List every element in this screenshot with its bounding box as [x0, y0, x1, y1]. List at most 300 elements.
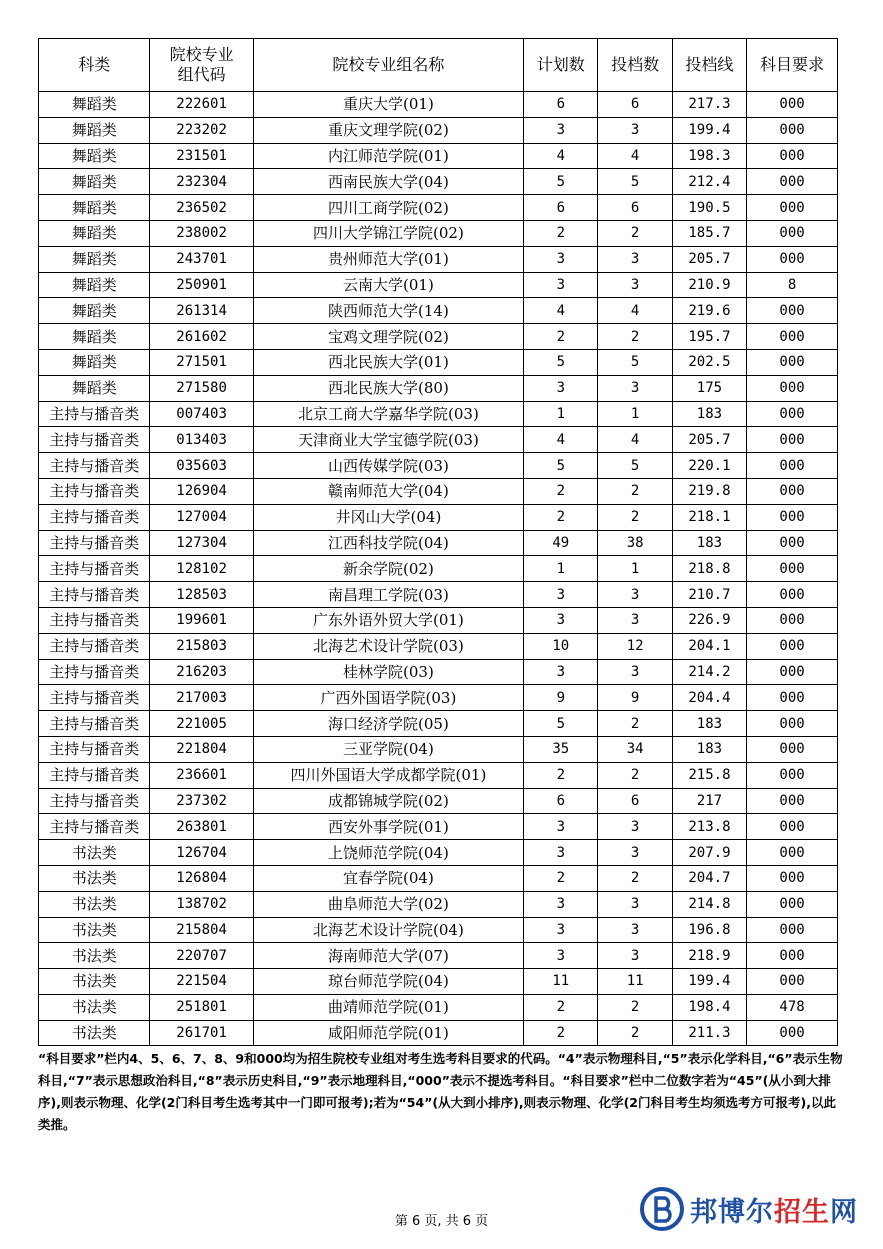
cell-category: 舞蹈类 — [39, 375, 150, 401]
cell-cutoff-score: 199.4 — [672, 117, 746, 143]
cell-subject-requirement: 000 — [747, 169, 838, 195]
table-body — [39, 92, 838, 1046]
cell-plan-count: 2 — [524, 1020, 598, 1046]
cell-group-name: 广东外语外贸大学(01) — [253, 607, 523, 633]
table-row — [39, 220, 838, 246]
cell-admitted-count: 38 — [598, 530, 672, 556]
cell-group-code: 271501 — [150, 349, 253, 375]
cell-group-name: 广西外国语学院(03) — [253, 685, 523, 711]
brand-name-part2: 招生 — [774, 1196, 830, 1228]
brand-name-part3: 网 — [830, 1196, 858, 1228]
cell-category: 主持与播音类 — [39, 633, 150, 659]
cell-category: 主持与播音类 — [39, 711, 150, 737]
table-row — [39, 788, 838, 814]
table-row — [39, 865, 838, 891]
table-row — [39, 685, 838, 711]
cell-cutoff-score: 213.8 — [672, 814, 746, 840]
cell-group-name: 上饶师范学院(04) — [253, 840, 523, 866]
cell-subject-requirement: 000 — [747, 917, 838, 943]
cell-cutoff-score: 220.1 — [672, 453, 746, 479]
cell-group-name: 宜春学院(04) — [253, 865, 523, 891]
cell-subject-requirement: 000 — [747, 582, 838, 608]
cell-group-code: 222601 — [150, 92, 253, 118]
header-admitted-count: 投档数 — [598, 39, 672, 92]
cell-group-name: 三亚学院(04) — [253, 736, 523, 762]
cell-cutoff-score: 215.8 — [672, 762, 746, 788]
cell-group-code: 231501 — [150, 143, 253, 169]
cell-subject-requirement: 000 — [747, 349, 838, 375]
cell-cutoff-score: 214.2 — [672, 659, 746, 685]
cell-plan-count: 2 — [524, 478, 598, 504]
cell-group-name: 成都锦城学院(02) — [253, 788, 523, 814]
cell-cutoff-score: 217.3 — [672, 92, 746, 118]
cell-category: 主持与播音类 — [39, 685, 150, 711]
cell-admitted-count: 2 — [598, 711, 672, 737]
cell-category: 主持与播音类 — [39, 478, 150, 504]
cell-group-code: 251801 — [150, 994, 253, 1020]
cell-admitted-count: 3 — [598, 272, 672, 298]
cell-cutoff-score: 196.8 — [672, 917, 746, 943]
cell-admitted-count: 2 — [598, 762, 672, 788]
table-row — [39, 943, 838, 969]
cell-category: 主持与播音类 — [39, 607, 150, 633]
admission-table-container — [38, 38, 838, 1046]
cell-subject-requirement: 000 — [747, 659, 838, 685]
cell-group-name: 曲阜师范大学(02) — [253, 891, 523, 917]
cell-category: 主持与播音类 — [39, 504, 150, 530]
cell-cutoff-score: 204.4 — [672, 685, 746, 711]
cell-admitted-count: 3 — [598, 917, 672, 943]
cell-admitted-count: 2 — [598, 865, 672, 891]
cell-group-name: 重庆文理学院(02) — [253, 117, 523, 143]
cell-subject-requirement: 000 — [747, 427, 838, 453]
table-row — [39, 814, 838, 840]
cell-plan-count: 6 — [524, 788, 598, 814]
table-row — [39, 607, 838, 633]
cell-admitted-count: 4 — [598, 143, 672, 169]
watermark — [640, 1184, 858, 1234]
table-row — [39, 272, 838, 298]
cell-cutoff-score: 217 — [672, 788, 746, 814]
cell-admitted-count: 11 — [598, 969, 672, 995]
cell-subject-requirement: 000 — [747, 969, 838, 995]
cell-group-name: 四川外国语大学成都学院(01) — [253, 762, 523, 788]
table-row — [39, 891, 838, 917]
cell-admitted-count: 2 — [598, 994, 672, 1020]
cell-group-code: 243701 — [150, 246, 253, 272]
cell-group-name: 赣南师范大学(04) — [253, 478, 523, 504]
cell-category: 主持与播音类 — [39, 427, 150, 453]
cell-group-code: 221804 — [150, 736, 253, 762]
cell-admitted-count: 1 — [598, 401, 672, 427]
cell-group-code: 236601 — [150, 762, 253, 788]
table-row — [39, 556, 838, 582]
table-row — [39, 117, 838, 143]
cell-group-code: 215804 — [150, 917, 253, 943]
table-row — [39, 1020, 838, 1046]
cell-group-name: 内江师范学院(01) — [253, 143, 523, 169]
cell-plan-count: 2 — [524, 865, 598, 891]
cell-cutoff-score: 183 — [672, 711, 746, 737]
cell-category: 书法类 — [39, 891, 150, 917]
cell-group-code: 007403 — [150, 401, 253, 427]
cell-group-code: 138702 — [150, 891, 253, 917]
cell-category: 主持与播音类 — [39, 453, 150, 479]
cell-category: 书法类 — [39, 943, 150, 969]
table-row — [39, 711, 838, 737]
cell-group-name: 海南师范大学(07) — [253, 943, 523, 969]
cell-subject-requirement: 000 — [747, 711, 838, 737]
brand-name — [690, 1190, 858, 1229]
cell-cutoff-score: 202.5 — [672, 349, 746, 375]
cell-cutoff-score: 218.8 — [672, 556, 746, 582]
cell-group-name: 咸阳师范学院(01) — [253, 1020, 523, 1046]
cell-subject-requirement: 000 — [747, 504, 838, 530]
cell-plan-count: 49 — [524, 530, 598, 556]
cell-subject-requirement: 000 — [747, 814, 838, 840]
cell-plan-count: 11 — [524, 969, 598, 995]
cell-admitted-count: 3 — [598, 117, 672, 143]
cell-admitted-count: 3 — [598, 814, 672, 840]
table-row — [39, 582, 838, 608]
table-row — [39, 375, 838, 401]
table-row — [39, 633, 838, 659]
cell-group-code: 216203 — [150, 659, 253, 685]
cell-group-name: 桂林学院(03) — [253, 659, 523, 685]
cell-admitted-count: 5 — [598, 169, 672, 195]
cell-category: 舞蹈类 — [39, 169, 150, 195]
cell-plan-count: 3 — [524, 246, 598, 272]
cell-admitted-count: 3 — [598, 891, 672, 917]
cell-category: 舞蹈类 — [39, 298, 150, 324]
cell-category: 舞蹈类 — [39, 92, 150, 118]
cell-group-name: 海口经济学院(05) — [253, 711, 523, 737]
cell-group-code: 199601 — [150, 607, 253, 633]
cell-admitted-count: 6 — [598, 195, 672, 221]
cell-group-code: 238002 — [150, 220, 253, 246]
cell-plan-count: 2 — [524, 762, 598, 788]
cell-plan-count: 2 — [524, 994, 598, 1020]
cell-group-code: 013403 — [150, 427, 253, 453]
cell-cutoff-score: 198.3 — [672, 143, 746, 169]
cell-group-name: 琼台师范学院(04) — [253, 969, 523, 995]
cell-admitted-count: 5 — [598, 453, 672, 479]
cell-group-name: 贵州师范大学(01) — [253, 246, 523, 272]
cell-cutoff-score: 175 — [672, 375, 746, 401]
cell-group-name: 北京工商大学嘉华学院(03) — [253, 401, 523, 427]
cell-group-name: 江西科技学院(04) — [253, 530, 523, 556]
cell-group-code: 261701 — [150, 1020, 253, 1046]
cell-group-code: 220707 — [150, 943, 253, 969]
cell-plan-count: 5 — [524, 453, 598, 479]
cell-group-code: 035603 — [150, 453, 253, 479]
cell-plan-count: 3 — [524, 375, 598, 401]
cell-group-code: 237302 — [150, 788, 253, 814]
cell-cutoff-score: 205.7 — [672, 246, 746, 272]
cell-category: 舞蹈类 — [39, 117, 150, 143]
cell-plan-count: 2 — [524, 324, 598, 350]
cell-plan-count: 3 — [524, 943, 598, 969]
cell-group-code: 126804 — [150, 865, 253, 891]
cell-cutoff-score: 183 — [672, 736, 746, 762]
cell-subject-requirement: 000 — [747, 92, 838, 118]
header-cutoff-score: 投档线 — [672, 39, 746, 92]
cell-cutoff-score: 204.1 — [672, 633, 746, 659]
cell-subject-requirement: 000 — [747, 246, 838, 272]
cell-cutoff-score: 185.7 — [672, 220, 746, 246]
cell-subject-requirement: 000 — [747, 943, 838, 969]
cell-group-code: 126704 — [150, 840, 253, 866]
cell-plan-count: 4 — [524, 143, 598, 169]
table-row — [39, 736, 838, 762]
cell-admitted-count: 9 — [598, 685, 672, 711]
cell-plan-count: 4 — [524, 427, 598, 453]
table-row — [39, 324, 838, 350]
cell-group-code: 236502 — [150, 195, 253, 221]
cell-cutoff-score: 210.7 — [672, 582, 746, 608]
cell-category: 主持与播音类 — [39, 659, 150, 685]
cell-subject-requirement: 478 — [747, 994, 838, 1020]
cell-cutoff-score: 195.7 — [672, 324, 746, 350]
cell-cutoff-score: 211.3 — [672, 1020, 746, 1046]
cell-group-code: 221005 — [150, 711, 253, 737]
cell-subject-requirement: 000 — [747, 840, 838, 866]
cell-subject-requirement: 000 — [747, 478, 838, 504]
cell-category: 主持与播音类 — [39, 401, 150, 427]
cell-admitted-count: 2 — [598, 220, 672, 246]
table-row — [39, 298, 838, 324]
cell-category: 主持与播音类 — [39, 582, 150, 608]
cell-subject-requirement: 000 — [747, 607, 838, 633]
cell-group-name: 井冈山大学(04) — [253, 504, 523, 530]
cell-cutoff-score: 198.4 — [672, 994, 746, 1020]
table-row — [39, 762, 838, 788]
cell-subject-requirement: 000 — [747, 220, 838, 246]
header-plan-count: 计划数 — [524, 39, 598, 92]
cell-group-code: 223202 — [150, 117, 253, 143]
table-row — [39, 143, 838, 169]
footnote: “科目要求”栏内4、5、6、7、8、9和000均为招生院校专业组对考生选考科目要求的代码。“4”表示物理科目,“5”表示化学科目,“6”表示生物科目,“7”表示思想政治科目,“8”表示历史科目,“9”表示地理科目,“000”表示不提选考科目。“科目要求”栏中二位数字若为“45”(从小到大排序),则表示物理、化学(2门科目考生选考其中一门即可报考);若为“54”(从大到小排序),则表示物理、化学(2门科目考生均须选考方可报考),以此类推。 — [38, 1051, 843, 1132]
cell-group-code: 232304 — [150, 169, 253, 195]
cell-subject-requirement: 000 — [747, 891, 838, 917]
cell-group-name: 山西传媒学院(03) — [253, 453, 523, 479]
cell-cutoff-score: 226.9 — [672, 607, 746, 633]
cell-plan-count: 3 — [524, 272, 598, 298]
cell-subject-requirement: 000 — [747, 453, 838, 479]
cell-subject-requirement: 000 — [747, 401, 838, 427]
cell-admitted-count: 2 — [598, 1020, 672, 1046]
cell-admitted-count: 6 — [598, 92, 672, 118]
cell-group-code: 261314 — [150, 298, 253, 324]
cell-plan-count: 5 — [524, 711, 598, 737]
cell-category: 舞蹈类 — [39, 195, 150, 221]
cell-group-code: 217003 — [150, 685, 253, 711]
cell-admitted-count: 12 — [598, 633, 672, 659]
header-subject-requirement: 科目要求 — [747, 39, 838, 92]
cell-group-code: 271580 — [150, 375, 253, 401]
cell-cutoff-score: 219.8 — [672, 478, 746, 504]
table-row — [39, 659, 838, 685]
cell-group-code: 215803 — [150, 633, 253, 659]
cell-cutoff-score: 183 — [672, 401, 746, 427]
cell-group-name: 重庆大学(01) — [253, 92, 523, 118]
cell-admitted-count: 3 — [598, 582, 672, 608]
cell-group-name: 天津商业大学宝德学院(03) — [253, 427, 523, 453]
cell-category: 主持与播音类 — [39, 788, 150, 814]
cell-group-name: 云南大学(01) — [253, 272, 523, 298]
cell-plan-count: 1 — [524, 556, 598, 582]
table-row — [39, 478, 838, 504]
cell-cutoff-score: 218.1 — [672, 504, 746, 530]
cell-subject-requirement: 000 — [747, 633, 838, 659]
cell-subject-requirement: 000 — [747, 788, 838, 814]
cell-category: 舞蹈类 — [39, 349, 150, 375]
cell-cutoff-score: 183 — [672, 530, 746, 556]
cell-subject-requirement: 000 — [747, 375, 838, 401]
cell-category: 舞蹈类 — [39, 246, 150, 272]
cell-admitted-count: 2 — [598, 324, 672, 350]
table-header-row — [39, 39, 838, 92]
cell-subject-requirement: 000 — [747, 195, 838, 221]
cell-admitted-count: 34 — [598, 736, 672, 762]
cell-group-code: 128503 — [150, 582, 253, 608]
cell-cutoff-score: 214.8 — [672, 891, 746, 917]
cell-group-name: 曲靖师范学院(01) — [253, 994, 523, 1020]
cell-category: 书法类 — [39, 994, 150, 1020]
cell-subject-requirement: 000 — [747, 762, 838, 788]
cell-admitted-count: 4 — [598, 298, 672, 324]
table-row — [39, 92, 838, 118]
cell-category: 舞蹈类 — [39, 272, 150, 298]
cell-category: 书法类 — [39, 917, 150, 943]
cell-group-name: 四川大学锦江学院(02) — [253, 220, 523, 246]
table-row — [39, 169, 838, 195]
cell-group-code: 261602 — [150, 324, 253, 350]
cell-subject-requirement: 000 — [747, 556, 838, 582]
cell-group-name: 陕西师范大学(14) — [253, 298, 523, 324]
cell-cutoff-score: 218.9 — [672, 943, 746, 969]
cell-group-name: 宝鸡文理学院(02) — [253, 324, 523, 350]
cell-subject-requirement: 000 — [747, 1020, 838, 1046]
cell-category: 书法类 — [39, 865, 150, 891]
cell-group-code: 221504 — [150, 969, 253, 995]
brand-name-part1: 邦博尔 — [690, 1196, 774, 1228]
cell-category: 舞蹈类 — [39, 324, 150, 350]
cell-group-name: 南昌理工学院(03) — [253, 582, 523, 608]
table-row — [39, 349, 838, 375]
cell-category: 主持与播音类 — [39, 736, 150, 762]
table-row — [39, 195, 838, 221]
cell-category: 舞蹈类 — [39, 143, 150, 169]
cell-plan-count: 3 — [524, 840, 598, 866]
table-row — [39, 994, 838, 1020]
cell-plan-count: 2 — [524, 220, 598, 246]
table-row — [39, 917, 838, 943]
cell-admitted-count: 1 — [598, 556, 672, 582]
cell-plan-count: 1 — [524, 401, 598, 427]
cell-group-name: 西北民族大学(01) — [253, 349, 523, 375]
cell-admitted-count: 2 — [598, 504, 672, 530]
header-category: 科类 — [39, 39, 150, 92]
cell-admitted-count: 4 — [598, 427, 672, 453]
cell-admitted-count: 3 — [598, 375, 672, 401]
cell-plan-count: 3 — [524, 117, 598, 143]
cell-plan-count: 3 — [524, 891, 598, 917]
cell-admitted-count: 3 — [598, 246, 672, 272]
cell-plan-count: 5 — [524, 169, 598, 195]
cell-subject-requirement: 000 — [747, 117, 838, 143]
cell-admitted-count: 5 — [598, 349, 672, 375]
cell-cutoff-score: 204.7 — [672, 865, 746, 891]
cell-subject-requirement: 000 — [747, 736, 838, 762]
table-row — [39, 969, 838, 995]
cell-subject-requirement: 000 — [747, 865, 838, 891]
cell-cutoff-score: 190.5 — [672, 195, 746, 221]
cell-group-name: 西北民族大学(80) — [253, 375, 523, 401]
header-group-name: 院校专业组名称 — [253, 39, 523, 92]
cell-subject-requirement: 000 — [747, 143, 838, 169]
cell-admitted-count: 6 — [598, 788, 672, 814]
cell-plan-count: 3 — [524, 917, 598, 943]
cell-plan-count: 4 — [524, 298, 598, 324]
cell-category: 主持与播音类 — [39, 556, 150, 582]
table-row — [39, 840, 838, 866]
brand-logo-icon — [640, 1187, 684, 1231]
cell-group-code: 126904 — [150, 478, 253, 504]
cell-group-name: 北海艺术设计学院(04) — [253, 917, 523, 943]
cell-cutoff-score: 219.6 — [672, 298, 746, 324]
cell-group-code: 127004 — [150, 504, 253, 530]
cell-group-name: 北海艺术设计学院(03) — [253, 633, 523, 659]
cell-category: 书法类 — [39, 969, 150, 995]
cell-plan-count: 35 — [524, 736, 598, 762]
cell-category: 书法类 — [39, 1020, 150, 1046]
cell-plan-count: 10 — [524, 633, 598, 659]
cell-admitted-count: 2 — [598, 478, 672, 504]
cell-category: 主持与播音类 — [39, 814, 150, 840]
cell-plan-count: 6 — [524, 195, 598, 221]
cell-category: 主持与播音类 — [39, 530, 150, 556]
cell-group-name: 新余学院(02) — [253, 556, 523, 582]
cell-group-code: 263801 — [150, 814, 253, 840]
cell-plan-count: 9 — [524, 685, 598, 711]
cell-plan-count: 3 — [524, 659, 598, 685]
table-row — [39, 453, 838, 479]
admission-table — [38, 38, 838, 1046]
cell-cutoff-score: 207.9 — [672, 840, 746, 866]
cell-group-name: 四川工商学院(02) — [253, 195, 523, 221]
table-row — [39, 246, 838, 272]
cell-subject-requirement: 000 — [747, 530, 838, 556]
cell-plan-count: 6 — [524, 92, 598, 118]
cell-group-name: 西安外事学院(01) — [253, 814, 523, 840]
cell-admitted-count: 3 — [598, 607, 672, 633]
table-row — [39, 401, 838, 427]
cell-plan-count: 5 — [524, 349, 598, 375]
table-row — [39, 427, 838, 453]
cell-subject-requirement: 000 — [747, 324, 838, 350]
cell-group-code: 127304 — [150, 530, 253, 556]
cell-category: 舞蹈类 — [39, 220, 150, 246]
cell-plan-count: 2 — [524, 504, 598, 530]
cell-cutoff-score: 199.4 — [672, 969, 746, 995]
cell-subject-requirement: 000 — [747, 298, 838, 324]
cell-subject-requirement: 000 — [747, 685, 838, 711]
cell-group-name: 西南民族大学(04) — [253, 169, 523, 195]
cell-plan-count: 3 — [524, 814, 598, 840]
cell-group-code: 128102 — [150, 556, 253, 582]
table-row — [39, 530, 838, 556]
